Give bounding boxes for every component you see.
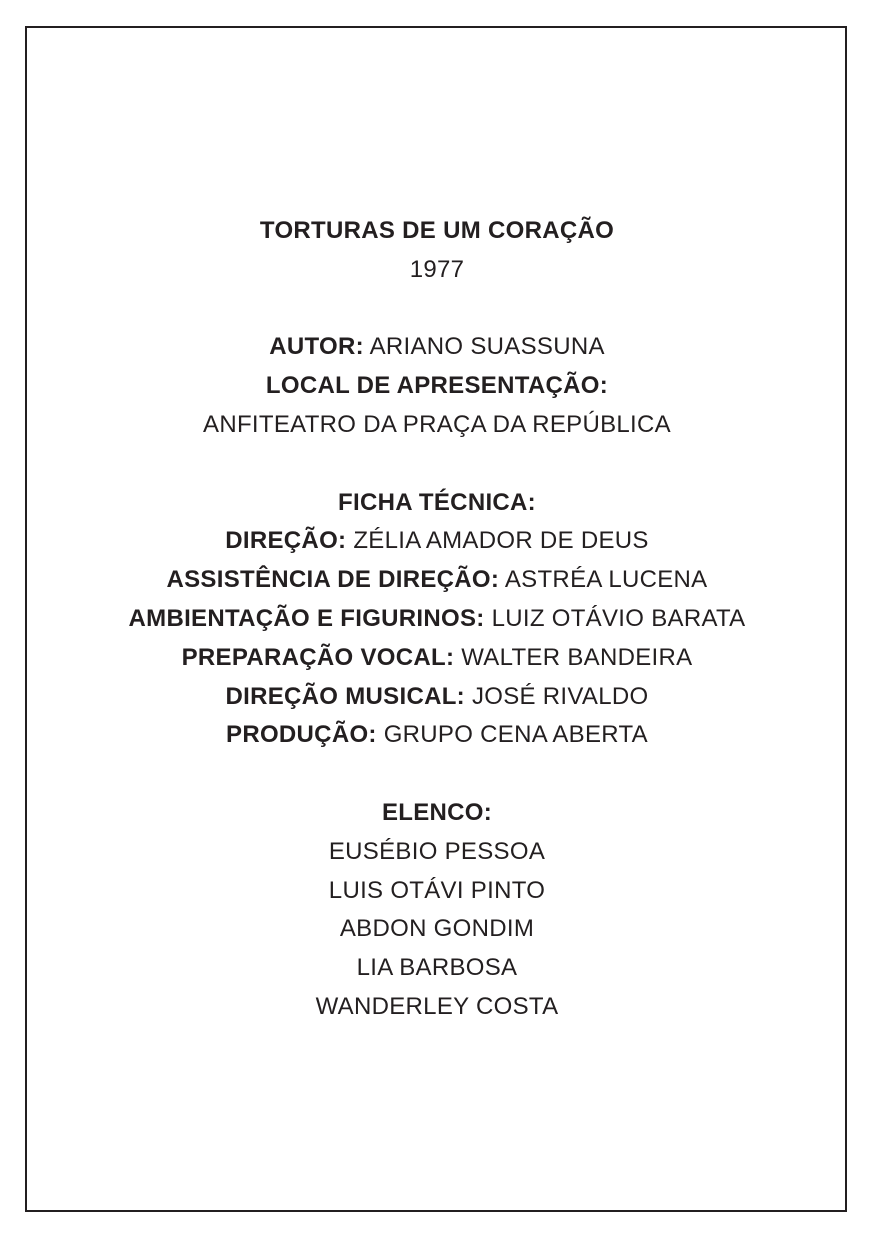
credit-value: LUIZ OTÁVIO BARATA [491,604,746,632]
credit-label: ASSISTÊNCIA DE DIREÇÃO: [166,566,500,594]
credit-production [25,716,849,755]
play-year: 1977 [409,255,465,283]
spacer [25,290,849,329]
cast-member: ABDON GONDIM [339,915,535,943]
venue-value: ANFITEATRO DA PRAÇA DA REPÚBLICA [203,410,671,438]
cast-heading: ELENCO: [381,798,493,826]
author-line [25,328,849,367]
credit-label: PREPARAÇÃO VOCAL: [181,643,455,671]
credit-direction [25,522,849,561]
document-body [25,212,849,1027]
cast-member: WANDERLEY COSTA [315,992,559,1020]
play-title: TORTURAS DE UM CORAÇÃO [259,217,615,244]
credit-label: DIREÇÃO: [225,527,347,555]
credit-value: WALTER BANDEIRA [461,643,693,671]
author-label: AUTOR: [269,333,364,361]
credit-value: JOSÉ RIVALDO [471,682,649,710]
credit-label: DIREÇÃO MUSICAL: [225,682,465,710]
credit-music-direction [25,678,849,717]
credit-label: PRODUÇÃO: [226,721,377,749]
credit-value: ASTRÉA LUCENA [504,566,708,594]
spacer [25,445,849,484]
spacer [25,755,849,794]
credit-label: AMBIENTAÇÃO E FIGURINOS: [128,604,485,632]
cast-member: EUSÉBIO PESSOA [328,837,546,865]
credit-value: GRUPO CENA ABERTA [383,721,648,749]
credit-assistant-direction [25,561,849,600]
author-value: ARIANO SUASSUNA [369,333,605,361]
venue-label: LOCAL DE APRESENTAÇÃO: [265,372,609,400]
credit-value: ZÉLIA AMADOR DE DEUS [353,527,649,555]
credit-vocal-coach [25,639,849,678]
cast-member: LIA BARBOSA [356,954,518,982]
credits-heading: FICHA TÉCNICA: [338,488,536,516]
credit-set-costumes [25,600,849,639]
cast-member: LUIS OTÁVI PINTO [328,876,546,904]
